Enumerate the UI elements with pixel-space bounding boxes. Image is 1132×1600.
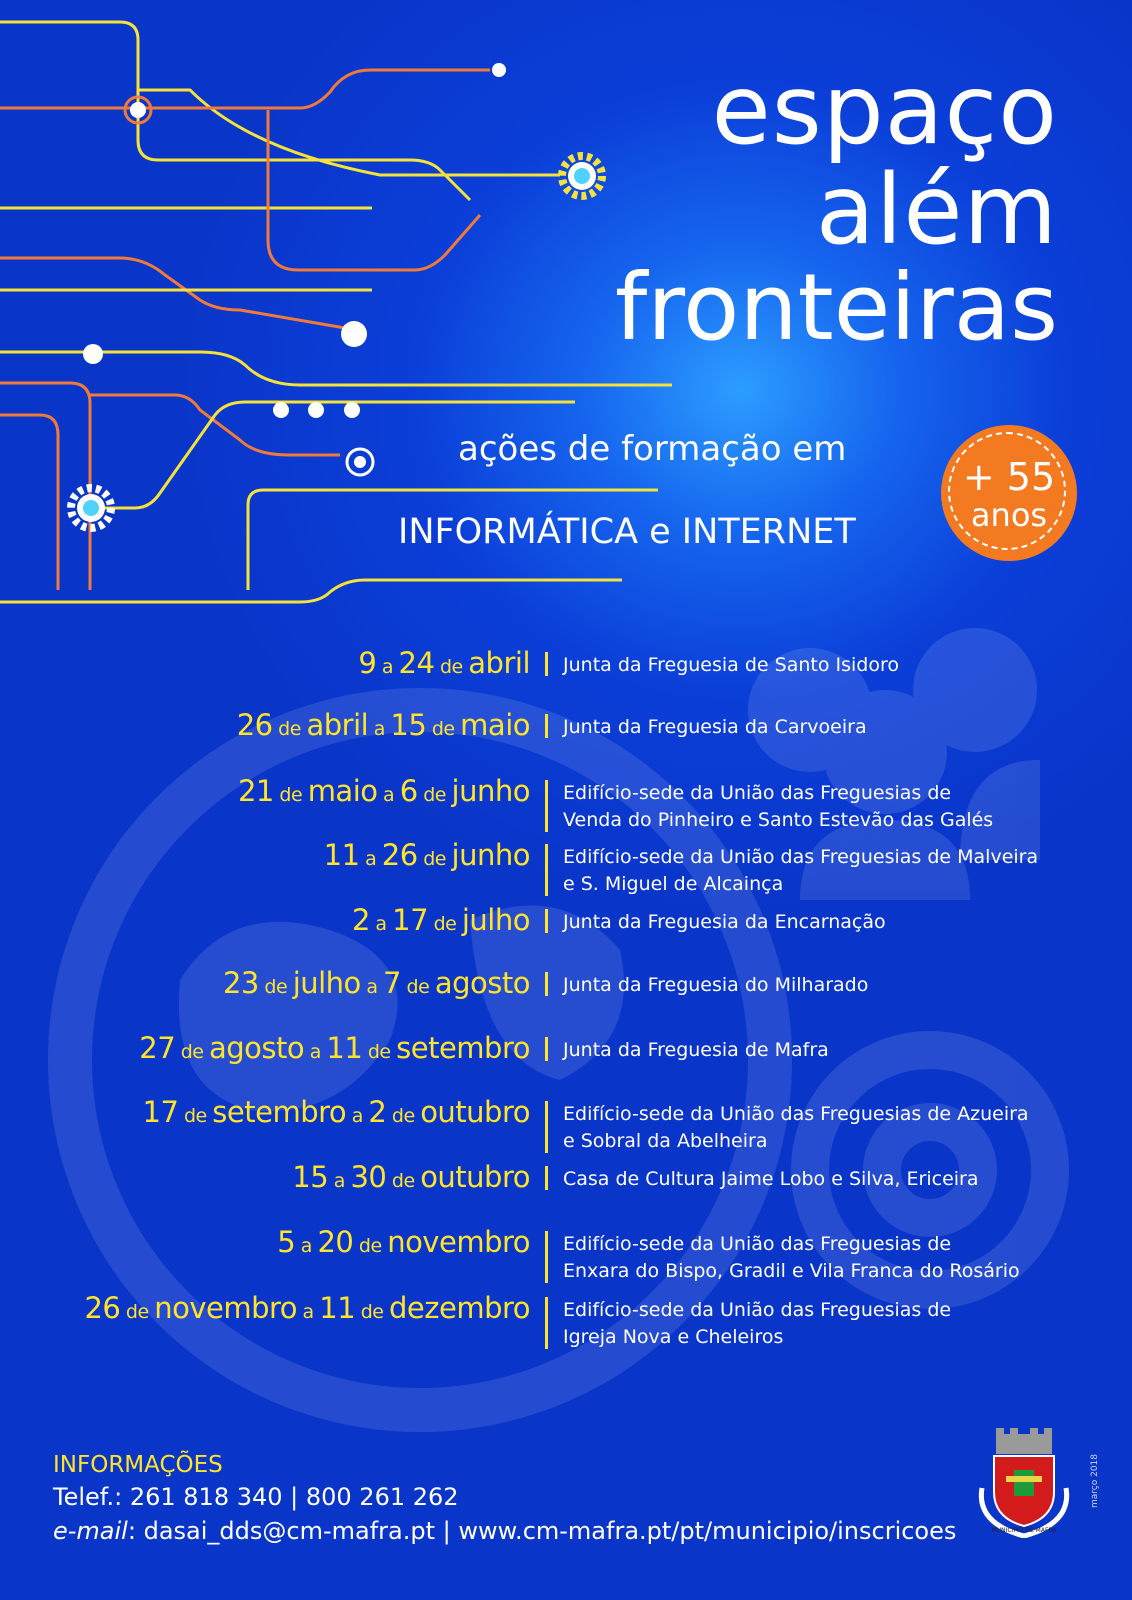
date-connector: de — [353, 1235, 388, 1257]
location-line: Igreja Nova e Cheleiros — [563, 1326, 784, 1348]
gear-icon — [71, 488, 111, 528]
location-line: Edifício-sede da União das Freguesias de Malveira — [563, 846, 1039, 868]
schedule-separator — [545, 652, 548, 676]
title-line-1: espaço — [711, 54, 1058, 166]
schedule-row — [0, 966, 1132, 1026]
date-part: 2 — [351, 903, 370, 937]
date-part: 9 — [358, 646, 377, 680]
schedule-date — [352, 903, 530, 941]
date-part: 20 — [317, 1225, 354, 1259]
crest-motto: MUNICIPIO DE MAFRA — [991, 1527, 1057, 1534]
title-line-3: fronteiras — [614, 254, 1058, 361]
schedule-location — [563, 844, 1038, 898]
schedule-location — [563, 780, 993, 834]
subtitle-line-2: INFORMÁTICA e INTERNET — [398, 512, 856, 552]
location-line: Casa de Cultura Jaime Lobo e Silva, Ericeira — [563, 1168, 979, 1190]
date-part: 26 — [84, 1291, 121, 1325]
date-connector: de — [426, 718, 461, 740]
date-connector: a — [359, 848, 382, 870]
email-label: e-mail — [53, 1517, 128, 1545]
date-part: dezembro — [389, 1291, 530, 1325]
schedule-separator — [545, 1037, 548, 1061]
schedule-location — [563, 1297, 951, 1351]
website-link[interactable]: www.cm-mafra.pt/pt/municipio/inscricoes — [458, 1517, 957, 1545]
location-line: Edifício-sede da União das Freguesias de — [563, 782, 952, 804]
schedule-date — [238, 774, 530, 812]
date-part: 17 — [392, 903, 429, 937]
schedule-separator — [545, 1231, 548, 1283]
subtitle-line-1: ações de formação em — [458, 429, 847, 469]
schedule-date — [139, 1031, 530, 1069]
schedule-location — [563, 972, 868, 999]
date-part: julho — [461, 903, 530, 937]
schedule-date — [223, 966, 530, 1004]
schedule-row — [0, 708, 1132, 768]
date-part: 24 — [398, 646, 435, 680]
date-part: 17 — [142, 1095, 179, 1129]
date-part: 11 — [323, 838, 360, 872]
schedule-date — [84, 1291, 530, 1329]
date-part: 15 — [292, 1160, 329, 1194]
date-part: outubro — [420, 1095, 530, 1129]
schedule-separator — [545, 972, 548, 996]
date-connector: de — [401, 976, 435, 998]
date-part: 26 — [381, 838, 418, 872]
schedule-date — [277, 1225, 530, 1263]
schedule-location — [563, 1231, 1020, 1285]
date-connector: de — [258, 976, 293, 998]
schedule-location — [563, 1037, 829, 1064]
date-part: maio — [307, 774, 378, 808]
schedule-row — [0, 774, 1132, 834]
date-part: 2 — [368, 1095, 387, 1129]
date-part: 11 — [326, 1031, 363, 1065]
schedule-row — [0, 838, 1132, 898]
date-connector: de — [272, 718, 307, 740]
schedule-location — [563, 714, 867, 741]
date-connector: de — [178, 1105, 213, 1127]
date-part: abril — [306, 708, 369, 742]
location-line: Edifício-sede da União das Freguesias de — [563, 1233, 952, 1255]
schedule-separator — [545, 909, 548, 933]
date-connector: de — [428, 913, 462, 935]
schedule-row — [0, 1225, 1132, 1285]
email-line: e-mail: dasai_dds@cm-mafra.pt | www.cm-mafra.pt/pt/municipio/inscricoes — [53, 1517, 957, 1545]
date-part: agosto — [434, 966, 530, 1000]
schedule-row — [0, 903, 1132, 963]
date-connector: a — [328, 1170, 351, 1192]
date-part: 7 — [383, 966, 401, 1000]
phone-line — [53, 1480, 956, 1514]
info-separator: | — [442, 1517, 451, 1545]
date-connector: a — [295, 1235, 318, 1257]
date-part: 23 — [222, 966, 259, 1000]
location-line: Edifício-sede da União das Freguesias de Azueira — [563, 1103, 1029, 1125]
location-line: Enxara do Bispo, Gradil e Vila Franca do Rosário — [563, 1260, 1020, 1282]
date-part: julho — [292, 966, 361, 1000]
mafra-crest-logo — [976, 1428, 1072, 1538]
date-connector: de — [434, 656, 469, 678]
schedule-date — [292, 1160, 530, 1198]
schedule-separator — [545, 1101, 548, 1153]
location-line: Junta da Freguesia do Milharado — [563, 974, 869, 996]
date-part: novembro — [387, 1225, 530, 1259]
date-connector: de — [273, 784, 308, 806]
date-connector: a — [368, 718, 391, 740]
date-part: 6 — [399, 774, 418, 808]
location-line: Junta da Freguesia de Santo Isidoro — [563, 654, 899, 676]
schedule-separator — [545, 780, 548, 832]
date-connector: de — [417, 784, 452, 806]
date-part: 30 — [350, 1160, 387, 1194]
schedule-location — [563, 652, 899, 679]
contact-info — [53, 1450, 956, 1548]
schedule-date — [358, 646, 530, 684]
email-address[interactable]: dasai_dds@cm-mafra.pt — [143, 1517, 435, 1545]
date-connector: de — [386, 1105, 421, 1127]
location-line: Venda do Pinheiro e Santo Estevão das Galés — [563, 809, 994, 831]
date-part: setembro — [212, 1095, 347, 1129]
schedule-date — [143, 1095, 530, 1133]
schedule-separator — [545, 1297, 548, 1349]
title-line-2: além — [815, 154, 1058, 266]
date-connector: de — [386, 1170, 421, 1192]
date-part: outubro — [420, 1160, 530, 1194]
location-line: Junta da Freguesia de Mafra — [563, 1039, 829, 1061]
date-part: 11 — [319, 1291, 356, 1325]
schedule-date — [324, 838, 530, 876]
location-line: e S. Miguel de Alcainça — [563, 873, 784, 895]
location-line: Junta da Freguesia da Encarnação — [563, 911, 886, 933]
date-part: maio — [460, 708, 530, 742]
date-part: 21 — [237, 774, 274, 808]
footer-date-note: março 2018 — [1090, 1453, 1100, 1508]
date-part: abril — [468, 646, 530, 680]
schedule-row — [0, 646, 1132, 706]
location-line: e Sobral da Abelheira — [563, 1130, 768, 1152]
date-connector: a — [346, 1105, 369, 1127]
schedule-location — [563, 1166, 979, 1193]
date-part: setembro — [396, 1031, 530, 1065]
date-part: 26 — [236, 708, 273, 742]
phone-numbers[interactable]: 261 818 340 | 800 261 262 — [129, 1483, 459, 1511]
info-heading: INFORMAÇÕES — [53, 1452, 223, 1478]
schedule-date — [237, 708, 530, 746]
date-part: junho — [451, 774, 530, 808]
date-connector: a — [360, 976, 384, 998]
date-connector: de — [362, 1041, 397, 1063]
date-connector: a — [377, 784, 400, 806]
date-part: novembro — [154, 1291, 298, 1325]
schedule-location — [563, 1101, 1029, 1155]
schedule-row — [0, 1291, 1132, 1351]
date-connector: a — [376, 656, 399, 678]
date-connector: de — [120, 1301, 155, 1323]
date-connector: a — [297, 1301, 320, 1323]
badge-line-1: + 55 — [962, 455, 1056, 499]
date-part: junho — [451, 838, 530, 872]
schedule-row — [0, 1031, 1132, 1091]
date-connector: a — [304, 1041, 327, 1063]
phone-label: Telef.: — [53, 1483, 123, 1511]
date-connector: de — [355, 1301, 389, 1323]
schedule-row — [0, 1095, 1132, 1155]
schedule-separator — [545, 714, 548, 738]
date-part: 15 — [390, 708, 427, 742]
date-part: agosto — [209, 1031, 305, 1065]
date-part: 27 — [139, 1031, 176, 1065]
schedule-row — [0, 1160, 1132, 1220]
badge-line-2: anos — [970, 496, 1048, 534]
schedule-separator — [545, 844, 548, 896]
location-line: Edifício-sede da União das Freguesias de — [563, 1299, 952, 1321]
date-part: 5 — [277, 1225, 296, 1259]
date-connector: de — [175, 1041, 209, 1063]
date-connector: a — [369, 913, 393, 935]
date-connector: de — [417, 848, 452, 870]
gear-icon — [562, 156, 602, 196]
schedule-location — [563, 909, 886, 936]
age-badge — [941, 425, 1077, 561]
location-line: Junta da Freguesia da Carvoeira — [563, 716, 867, 738]
schedule-separator — [545, 1166, 548, 1190]
